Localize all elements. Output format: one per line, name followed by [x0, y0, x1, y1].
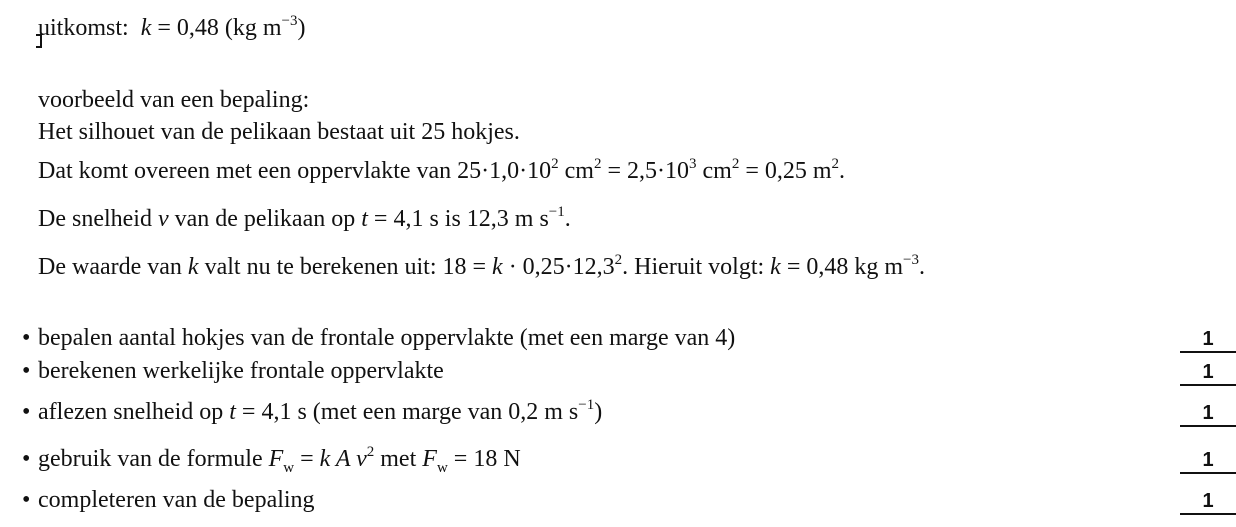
c4-F1: F	[268, 446, 284, 472]
l2-e4: 2	[731, 156, 740, 172]
l4-t3: · 0,25·12,3	[502, 254, 615, 280]
answer-close: )	[297, 15, 306, 41]
criterion-2-text: berekenen werkelijke frontale oppervlakte	[38, 358, 444, 384]
l2-t5: = 0,25 m	[739, 158, 832, 184]
example-line-2	[38, 157, 845, 185]
c3-t2: = 4,1 s (met een marge van 0,2 m s	[235, 399, 579, 425]
example-line-3	[38, 205, 571, 233]
example-line-1: Het silhouet van de pelikaan bestaat uit 25 hokjes.	[38, 119, 520, 145]
l4-k2: k	[492, 254, 503, 280]
c3-t1: aflezen snelheid op	[38, 399, 230, 425]
score-1: 1	[1180, 327, 1236, 353]
l2-t4: cm	[696, 158, 732, 184]
checkbox-icon	[36, 34, 42, 48]
c4-F2: F	[422, 446, 437, 472]
l4-t2: valt nu te berekenen uit: 18 =	[198, 254, 493, 280]
l3-t1: De snelheid	[38, 206, 158, 232]
l4-e1: 2	[614, 252, 623, 268]
l4-k1: k	[187, 254, 199, 280]
c4-e1: 2	[366, 444, 375, 460]
c3-t: t	[229, 399, 236, 425]
l3-t4: .	[564, 206, 571, 232]
bullet-1: •	[22, 325, 31, 351]
bullet-4: •	[22, 446, 31, 472]
score-5: 1	[1180, 489, 1236, 515]
l2-e5: 2	[831, 156, 840, 172]
l4-t6: .	[918, 254, 925, 280]
criterion-4-text	[38, 444, 521, 476]
bullet-3: •	[22, 399, 31, 425]
answer-prefix: uitkomst:	[38, 15, 129, 41]
criterion-5-text: completeren van de bepaling	[38, 487, 315, 513]
l3-v: v	[157, 206, 169, 232]
answer-k: k	[140, 15, 152, 41]
answer-eq: = 0,48 (kg m	[157, 15, 282, 41]
l4-e2: −3	[903, 252, 919, 268]
example-heading: voorbeeld van een bepaling:	[38, 87, 310, 113]
c3-e1: −1	[578, 397, 595, 413]
c4-t2: =	[294, 446, 320, 472]
bullet-5: •	[22, 487, 31, 513]
c4-t3: met	[374, 446, 423, 472]
c4-v: v	[350, 446, 367, 472]
c4-A: A	[330, 446, 351, 472]
l3-t3: = 4,1 s is 12,3 m s	[367, 206, 549, 232]
c3-t3: )	[594, 399, 603, 425]
bullet-2: •	[22, 358, 31, 384]
l4-t5: = 0,48 kg m	[780, 254, 904, 280]
c4-k: k	[319, 446, 331, 472]
c4-s2: w	[436, 460, 448, 476]
l4-t4: . Hieruit volgt:	[622, 254, 771, 280]
l3-e1: −1	[548, 204, 565, 220]
l2-t6: .	[839, 158, 846, 184]
l3-t: t	[361, 206, 368, 232]
l2-t3: = 2,5·10	[601, 158, 690, 184]
c4-t4: = 18 N	[447, 446, 521, 472]
l2-e3: 3	[689, 156, 697, 172]
score-2: 1	[1180, 360, 1236, 386]
l2-e2: 2	[593, 156, 602, 172]
l3-t2: van de pelikaan op	[168, 206, 362, 232]
criterion-1-text: bepalen aantal hokjes van de frontale oppervlakte (met een marge van 4)	[38, 325, 736, 351]
criterion-3-text	[38, 398, 602, 426]
answer-line	[38, 14, 306, 42]
example-line-4	[38, 253, 925, 281]
l4-k3: k	[770, 254, 781, 280]
answer-exp: −3	[281, 13, 298, 29]
c4-t1: gebruik van de formule	[38, 446, 269, 472]
l2-e1: 2	[551, 156, 559, 172]
score-4: 1	[1180, 448, 1236, 474]
l2-t1: Dat komt overeen met een oppervlakte van 25·1,0·10	[38, 158, 552, 184]
l4-t1: De waarde van	[38, 254, 188, 280]
c4-s1: w	[283, 460, 295, 476]
l2-t2: cm	[558, 158, 594, 184]
score-3: 1	[1180, 401, 1236, 427]
